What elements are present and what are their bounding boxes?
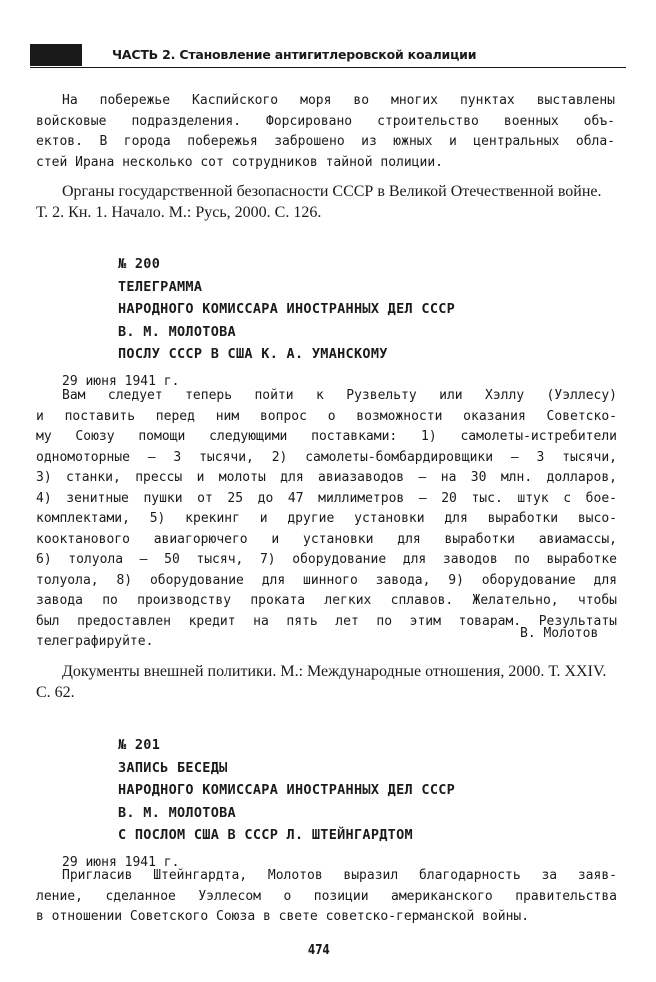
doc-200-signature: В. Молотов <box>520 626 599 641</box>
body-line: комплектами, 5) крекинг и другие установки для выработки высо- <box>36 511 617 526</box>
doc-number: № 200 <box>118 256 161 272</box>
body-line: му Союзу помощи следующими поставками: 1) самолеты-истребители <box>36 429 617 444</box>
body-line: завода по производству проката легких сплавов. Желательно, чтобы <box>36 593 617 608</box>
page-number: 474 <box>308 943 330 958</box>
header-decoration-bar <box>30 44 82 66</box>
citation-line: Документы внешней политики. М.: Международные отношения, 2000. Т. XXIV. <box>62 663 607 680</box>
header-title: ЧАСТЬ 2. Становление антигитлеровской коалиции <box>112 47 477 62</box>
citation-line: С. 62. <box>36 683 75 701</box>
heading-line: НАРОДНОГО КОМИССАРА ИНОСТРАННЫХ ДЕЛ СССР <box>118 782 456 798</box>
source-citation-1 <box>36 182 617 223</box>
header-rule <box>30 67 626 68</box>
intro-paragraph <box>36 91 615 173</box>
body-line: 3) станки, прессы и молоты для авиазаводов – на 30 млн. долларов, <box>36 470 617 485</box>
doc-200-body <box>36 386 617 653</box>
doc-201-date: 29 июня 1941 г. <box>62 855 180 870</box>
body-line: был предоставлен кредит на пять лет по этим товарам. Результаты <box>36 613 617 629</box>
heading-line: НАРОДНОГО КОМИССАРА ИНОСТРАННЫХ ДЕЛ СССР <box>118 301 456 317</box>
doc-number: № 201 <box>118 737 161 753</box>
body-line: телеграфируйте. <box>36 634 154 649</box>
running-header <box>30 44 626 68</box>
source-citation-2 <box>36 662 617 703</box>
citation-line: Т. 2. Кн. 1. Начало. М.: Русь, 2000. С. 126. <box>36 203 322 221</box>
doc-200-heading <box>118 253 618 366</box>
doc-201-body <box>36 866 617 928</box>
heading-line: С ПОСЛОМ США В СССР Л. ШТЕЙНГАРДТОМ <box>118 827 413 843</box>
body-line: кооктанового авиагорючего и установки для выработки авиамассы, <box>36 531 617 547</box>
doc-200-date: 29 июня 1941 г. <box>62 374 180 389</box>
heading-line: В. М. МОЛОТОВА <box>118 804 236 821</box>
body-line: одномоторные – 3 тысячи, 2) самолеты-бомбардировщики – 3 тысячи, <box>36 449 617 465</box>
intro-line: войсковые подразделения. Форсировано строительство военных объ- <box>36 113 615 129</box>
body-line: 6) толуола – 50 тысяч, 7) оборудование для заводов по выработке <box>36 552 617 567</box>
intro-line: ектов. В города побережья заброшено из южных и центральных обла- <box>36 134 615 149</box>
body-line: 4) зенитные пушки от 25 до 47 миллиметров – 20 тыс. штук с бое- <box>36 490 617 506</box>
body-line: Пригласив Штейнгардта, Молотов выразил благодарность за заяв- <box>62 868 617 883</box>
heading-line: В. М. МОЛОТОВА <box>118 323 236 340</box>
body-line: и поставить перед ним вопрос о возможности оказания Советско- <box>36 408 617 424</box>
body-line: ление, сделанное Уэллесом о позиции американского правительства <box>36 888 617 904</box>
body-line: Вам следует теперь пойти к Рузвельту или Хэллу (Уэллесу) <box>62 388 617 403</box>
citation-line: Органы государственной безопасности СССР в Великой Отечественной войне. <box>62 183 602 200</box>
doc-201-heading <box>118 734 618 847</box>
body-line: в отношении Советского Союза в свете советско-германской войны. <box>36 909 530 924</box>
heading-line: ТЕЛЕГРАММА <box>118 278 203 295</box>
heading-line: ЗАПИСЬ БЕСЕДЫ <box>118 759 228 776</box>
body-line: толуола, 8) оборудование для шинного завода, 9) оборудование для <box>36 572 617 588</box>
intro-line: стей Ирана несколько сот сотрудников тайной полиции. <box>36 154 443 170</box>
heading-line: ПОСЛУ СССР В США К. А. УМАНСКОМУ <box>118 346 388 362</box>
intro-line: На побережье Каспийского моря во многих пунктах выставлены <box>62 93 615 108</box>
